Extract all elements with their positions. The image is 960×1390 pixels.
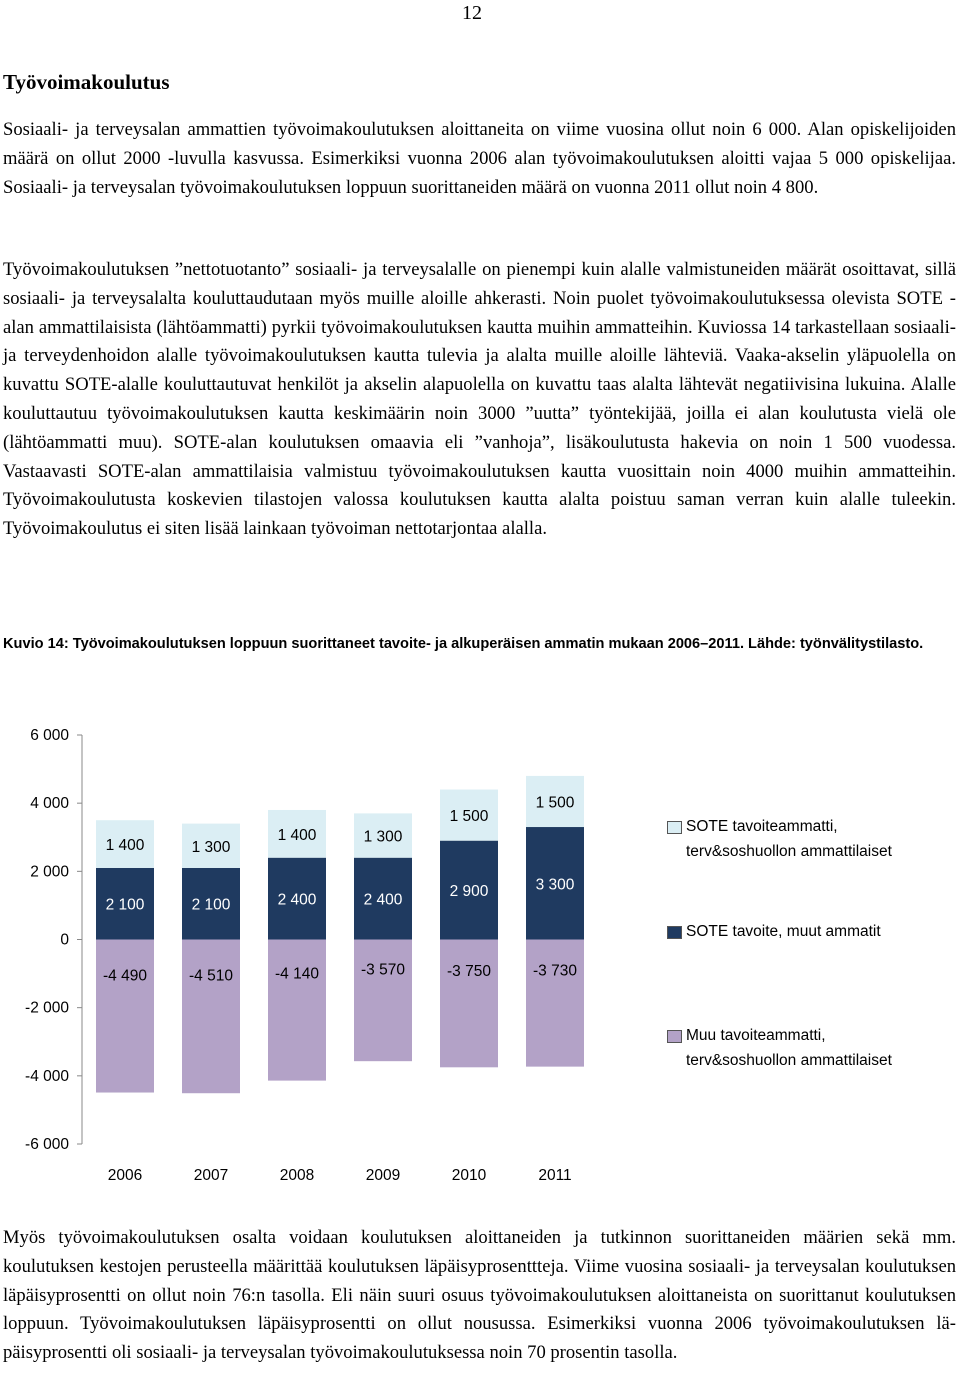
legend-swatch-sote-muut <box>667 926 682 939</box>
x-category-label: 2010 <box>451 1167 487 1184</box>
y-tick-label: 4 000 <box>30 795 69 813</box>
y-tick-label: -6 000 <box>25 1136 69 1153</box>
bar-muu-ammattilaiset <box>96 940 154 1093</box>
data-label-sote-ammattilaiset: 1 400 <box>277 826 317 844</box>
data-label-muu-ammattilaiset: -3 570 <box>361 961 405 979</box>
data-label-sote-ammattilaiset: 1 400 <box>105 837 145 855</box>
y-tick-label: 6 000 <box>30 727 69 744</box>
data-label-sote-ammattilaiset: 1 300 <box>363 828 403 846</box>
data-label-sote-muut: 2 400 <box>363 891 403 909</box>
stacked-bar-chart <box>0 700 960 1205</box>
legend-swatch-muu-ammattilaiset <box>667 1030 682 1043</box>
bar-muu-ammattilaiset <box>526 940 584 1067</box>
y-tick-label: 0 <box>60 931 69 949</box>
data-label-sote-muut: 2 900 <box>449 883 489 901</box>
x-category-label: 2009 <box>365 1167 401 1184</box>
chart-plot <box>0 700 960 1205</box>
legend-swatch-sote-ammattilaiset <box>667 821 682 834</box>
x-category-label: 2008 <box>279 1167 315 1184</box>
data-label-sote-muut: 2 100 <box>105 896 145 914</box>
data-label-muu-ammattilaiset: -3 730 <box>533 962 577 980</box>
data-label-muu-ammattilaiset: -4 510 <box>189 967 233 985</box>
bar-muu-ammattilaiset <box>440 940 498 1068</box>
y-tick-label: 2 000 <box>30 863 69 881</box>
page-number: 12 <box>462 2 482 24</box>
x-category-label: 2007 <box>193 1167 229 1184</box>
data-label-muu-ammattilaiset: -4 140 <box>275 965 319 983</box>
figure-caption: Kuvio 14: Työvoimakoulutuksen loppuun suorittaneet tavoite- ja alkuperäisen ammatin mukaan 2006–2011. Lähde: työnvälitystilasto. <box>3 636 924 652</box>
data-label-muu-ammattilaiset: -4 490 <box>103 967 147 985</box>
legend-label-sote-muut: SOTE tavoite, muut ammatit <box>686 923 881 940</box>
legend-label-sote-ammattilaiset: SOTE tavoiteammatti, terv&soshuollon ammattilaiset <box>686 818 892 860</box>
y-tick-label: -4 000 <box>25 1067 69 1085</box>
data-label-sote-ammattilaiset: 1 500 <box>449 808 489 826</box>
section-heading: Työvoimakoulutus <box>3 70 170 94</box>
data-label-sote-muut: 3 300 <box>535 876 575 894</box>
bar-muu-ammattilaiset <box>354 940 412 1062</box>
paragraph-net-production: Työvoimakoulutuksen ”nettotuotanto” sosiaali- ja terveysalalle on pienempi kuin alalle valmistuneiden määrät osoittavat, sillä sosiaali- ja terveysalalta kouluttaudutaan myös muille aloille ahkerasti. Noin puolet työvoimakoulutuksessa olevista SOTE -alan ammattilaisista (lähtöammatti) pyrkii työvoimakoulutuksen kautta muihin ammatteihin. Kuviossa 14 tarkastellaan sosiaali- ja terveydenhoidon alalle työvoimakoulutuksen kautta tulevia ja alalta muille aloille lähteviä. Vaaka-akselin yläpuolella on kuvattu SOTE-alalle kouluttautuvat henkilöt ja akselin alapuolella on kuvattu taas alalta lähtevät negatiivisina lukuina. Alalle kouluttautuu työvoimakoulutuksen kautta keskimäärin noin 3000 ”uutta” työntekijää, joilla ei alan koulutusta vielä ole (lähtöammatti muu). SOTE-alan koulutuksen omaavia eli ”vanhoja”, lisäkoulutusta hakevia on noin 1 500 vuodessa. Vastaavasti SOTE-alan ammattilaisia valmistuu työvoimakoulutuksen kautta vuosittain noin 4000 muihin ammatteihin. Työvoimakoulutusta koskevien tilastojen valossa koulutuksen kautta alalta poistuu saman verran kuin alalle tuleekin. Työvoimakoulutus ei siten lisää lainkaan työvoiman nettotarjontaa alalla. <box>3 259 956 540</box>
bar-muu-ammattilaiset <box>182 940 240 1094</box>
paragraph-completion-rate: Myös työvoimakoulutuksen osalta voidaan koulutuksen aloittaneiden ja tutkinnon suorittaneiden määrien sekä mm. koulutuksen kestojen perusteella määrittää koulutuksen läpäisyprosenttteja. Viime vuosina sosiaali- ja terveysalan koulutuksen läpäisyprosentti on ollut noin 76:n tasolla. Eli näin suuri osuus työvoimakoulutuksen aloittaneista on suorittanut koulutuksen loppuun. Työvoimakoulutuksen läpäisyprosentti on ollut nousussa. Esimerkiksi vuonna 2006 työvoimakoulutuksen läpäisyprosentti oli sosiaali- ja terveysalan työvoimakoulutuksessa noin 70 prosentin tasolla. <box>3 1227 956 1364</box>
data-label-sote-muut: 2 100 <box>191 896 231 914</box>
data-label-muu-ammattilaiset: -3 750 <box>447 962 491 980</box>
x-category-label: 2011 <box>538 1167 572 1184</box>
x-category-label: 2006 <box>107 1167 143 1184</box>
paragraph-intro: Sosiaali- ja terveysalan ammattien työvoimakoulutuksen aloittaneita on viime vuosina ollut noin 6 000. Alan opiskelijoiden määrä on ollut 2000 -luvulla kasvussa. Esimerkiksi vuonna 2006 alan työvoimakoulutuksen aloitti vajaa 5 000 opiskelijaa. Sosiaali- ja terveysalan työvoimakoulutuksen loppuun suorittaneiden määrä on vuonna 2011 ollut noin 4 800. <box>3 119 956 198</box>
bar-muu-ammattilaiset <box>268 940 326 1081</box>
y-tick-label: -2 000 <box>25 999 69 1017</box>
data-label-sote-ammattilaiset: 1 500 <box>535 794 575 812</box>
data-label-sote-muut: 2 400 <box>277 891 317 909</box>
data-label-sote-ammattilaiset: 1 300 <box>191 838 231 856</box>
legend-label-muu-ammattilaiset: Muu tavoiteammatti, terv&soshuollon ammattilaiset <box>686 1027 892 1069</box>
